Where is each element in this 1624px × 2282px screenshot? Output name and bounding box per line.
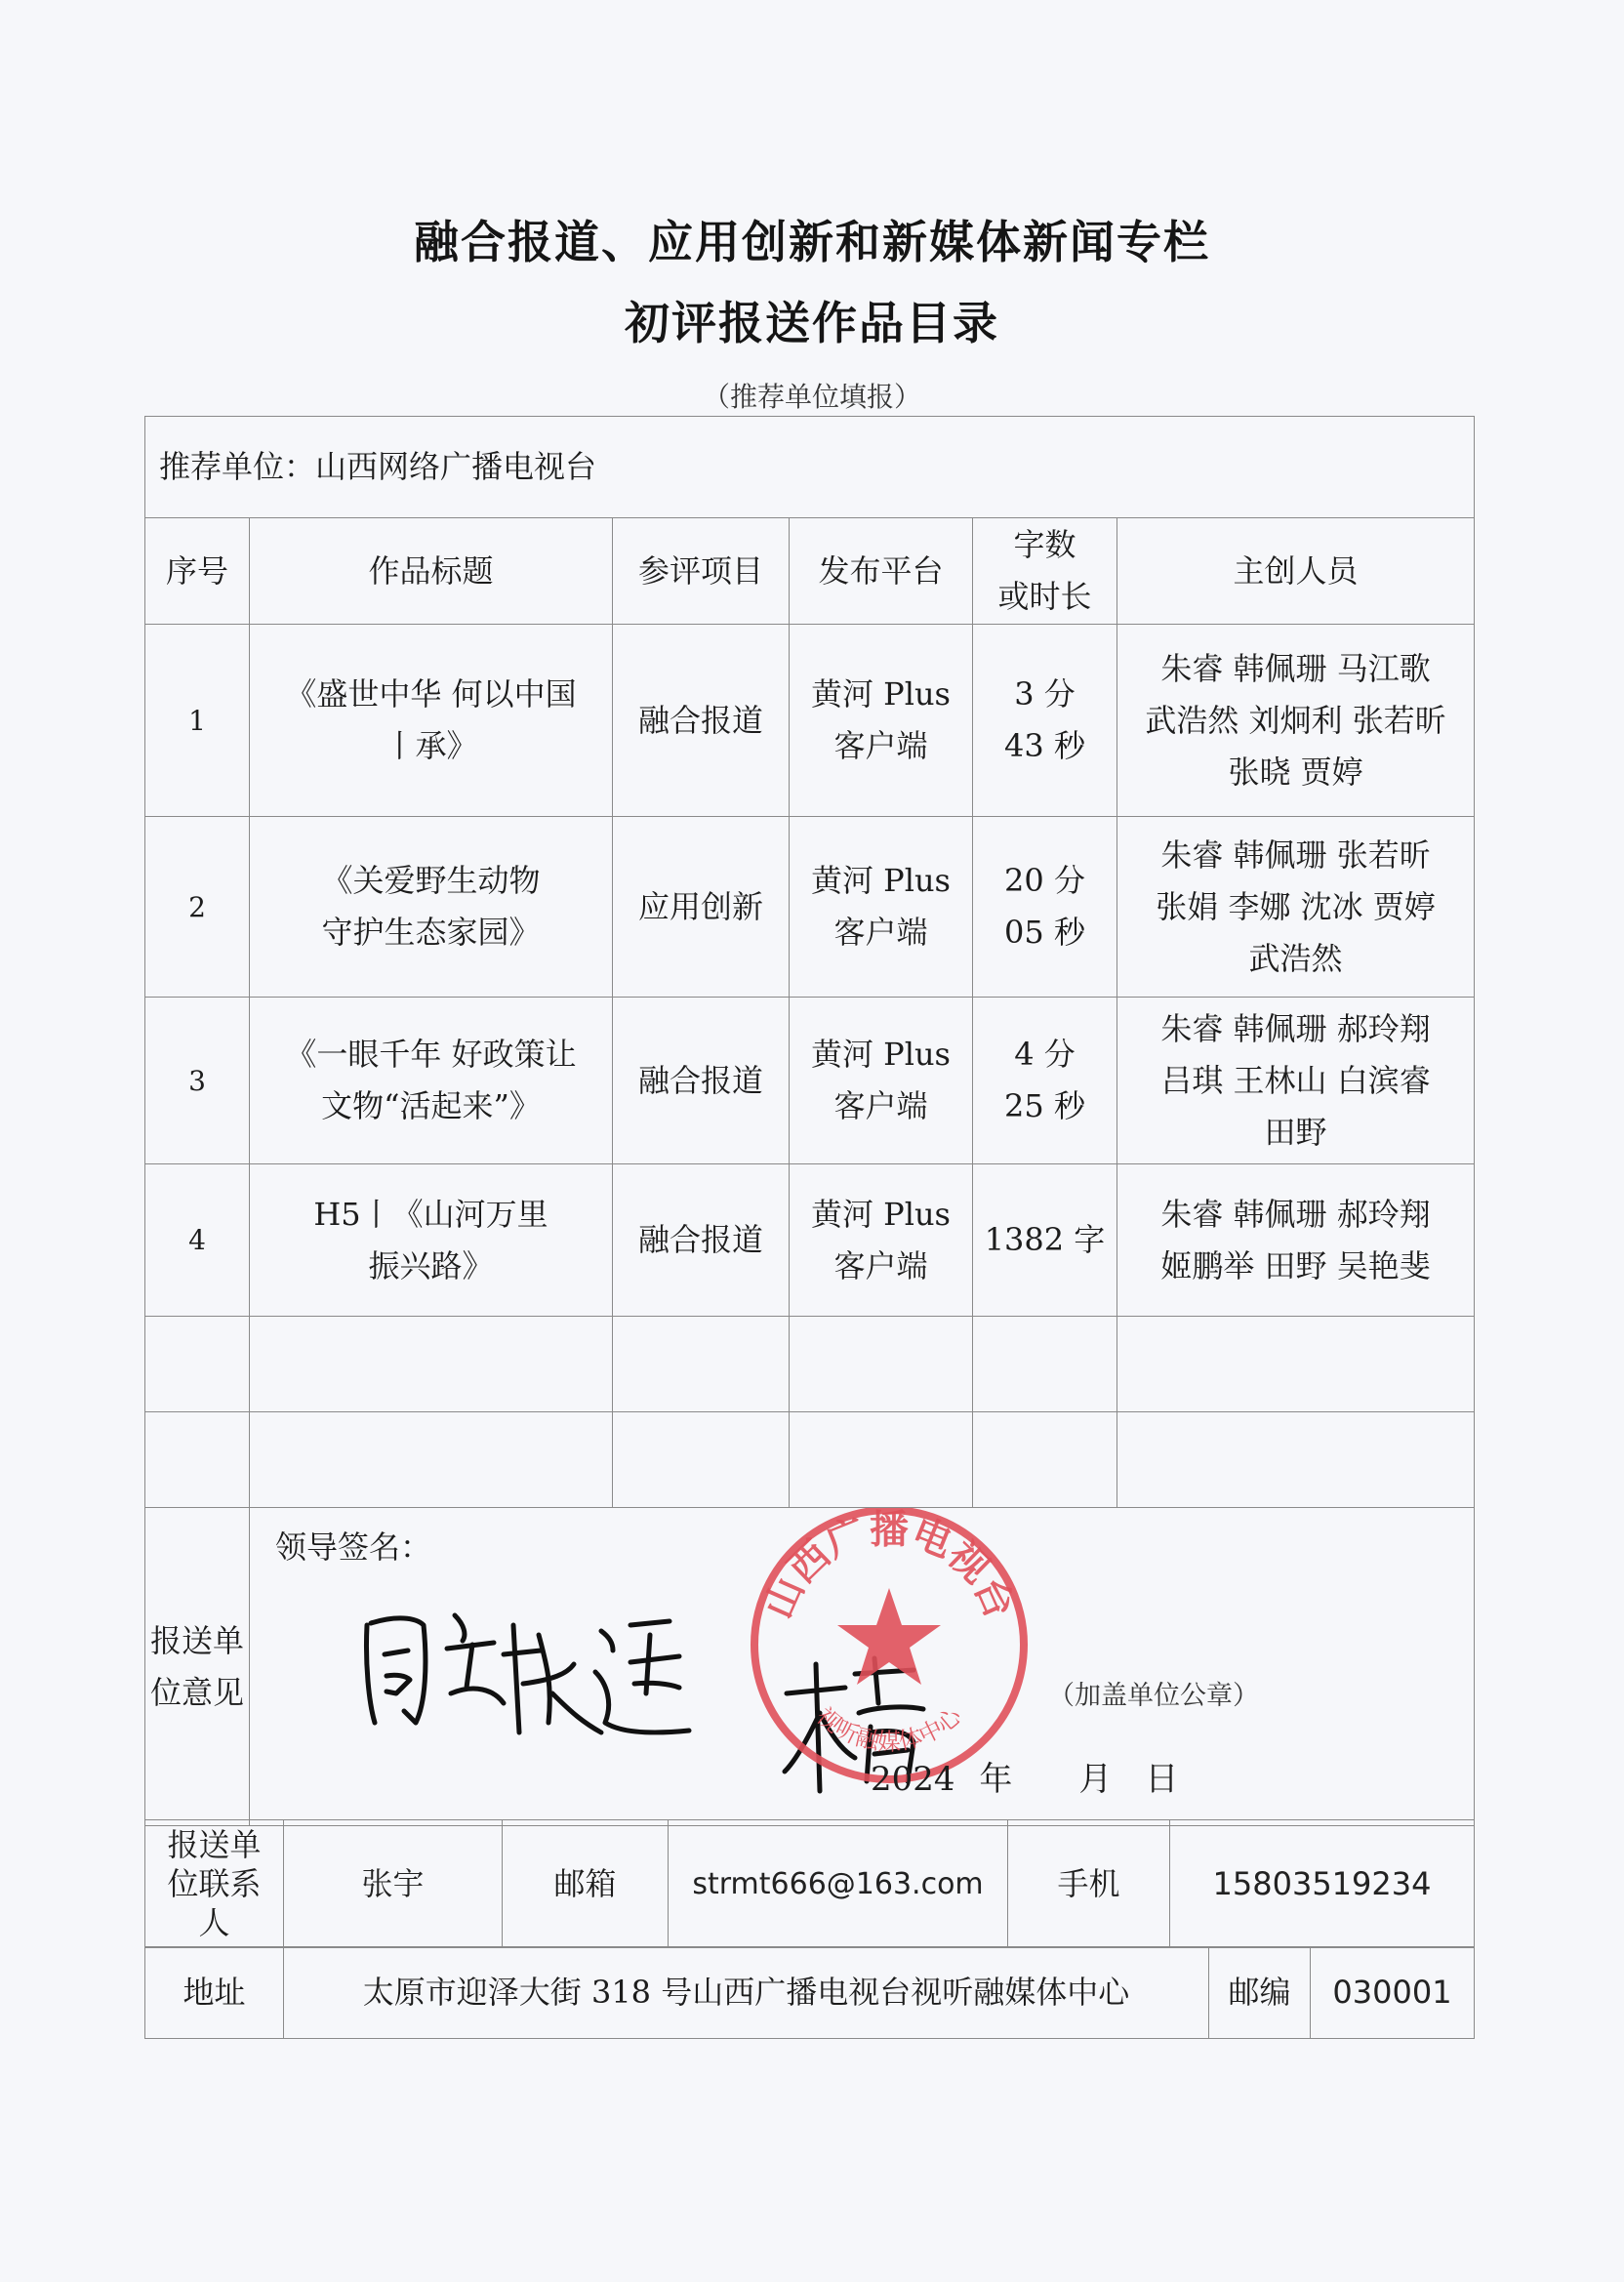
document-subtitle: （推荐单位填报）: [702, 381, 921, 413]
header-platform: 发布平台: [790, 518, 973, 625]
row-title-line: 振兴路》: [368, 1246, 494, 1284]
row-creators: [1117, 625, 1475, 817]
row-length: [973, 998, 1117, 1164]
row-seq: 2: [145, 817, 250, 998]
header-row: [145, 518, 1475, 625]
document-title-line1: 融合报道、应用创新和新媒体新闻专栏: [414, 216, 1210, 268]
header-length-line2: 或时长: [997, 578, 1092, 615]
recommending-unit: 推荐单位：山西网络广播电视台: [145, 417, 1475, 518]
row-title-line: 文物“活起来”》: [321, 1087, 541, 1124]
row-platform-line: 黄河 Plus: [811, 675, 951, 713]
row-length: 1382 字: [973, 1164, 1117, 1317]
seal-note: （加盖单位公章）: [1048, 1681, 1259, 1711]
row-creators-line: 武浩然: [1248, 939, 1343, 977]
row-platform: [790, 1164, 973, 1317]
row-platform: [790, 625, 973, 817]
row-title-line: H5丨《山河万里: [313, 1195, 548, 1233]
row-length-line: 3 分: [1014, 675, 1076, 713]
unit-row: [145, 417, 1475, 518]
row-platform-line: 客户端: [833, 727, 928, 764]
header-title: 作品标题: [250, 518, 613, 625]
svg-text:视听融媒体中心: [811, 1701, 967, 1755]
row-creators-line: 朱睿 韩佩珊 马江歌: [1160, 649, 1431, 687]
contact-table: [144, 1819, 1475, 1948]
email-value: strmt666@163.com: [669, 1820, 1008, 1948]
header-seq: 序号: [145, 518, 250, 625]
row-title-line: 《关爱野生动物: [321, 862, 541, 899]
row-platform-line: 客户端: [833, 1246, 928, 1284]
document-title-line2: 初评报送作品目录: [625, 297, 999, 349]
address-row: [145, 1947, 1475, 2039]
contact-label-line: 位联系: [167, 1865, 262, 1902]
leader-sign-label: 领导签名：: [275, 1528, 432, 1566]
row-creators-line: 朱睿 韩佩珊 张若昕: [1160, 835, 1431, 874]
header-length: [973, 518, 1117, 625]
row-length-line: 4 分: [1014, 1036, 1076, 1073]
row-creators: [1117, 998, 1475, 1164]
opinion-label-line: 位意见: [149, 1673, 244, 1711]
row-creators: [1117, 817, 1475, 998]
row-creators-line: 吕琪 王林山 白滨睿: [1160, 1061, 1431, 1099]
handwritten-opinion: [357, 1586, 728, 1752]
row-category: 融合报道: [613, 1164, 790, 1317]
row-category: 融合报道: [613, 625, 790, 817]
seal-star-icon: [837, 1588, 941, 1685]
table-row: [145, 625, 1475, 817]
row-platform-line: 黄河 Plus: [811, 1036, 951, 1073]
works-table: [144, 416, 1475, 1826]
row-platform-line: 黄河 Plus: [811, 862, 951, 899]
header-length-line1: 字数: [1013, 526, 1076, 563]
row-title-line: 《盛世中华 何以中国: [285, 675, 577, 713]
row-title-line: 守护生态家园》: [321, 914, 541, 951]
seal-bottom-text: 视听融媒体中心: [811, 1701, 967, 1756]
row-seq: 1: [145, 625, 250, 817]
empty-row: [145, 1317, 1475, 1412]
address-table: [144, 1946, 1475, 2039]
row-length-line: 05 秒: [1004, 914, 1085, 951]
opinion-area: [250, 1508, 1475, 1826]
row-platform-line: 客户端: [833, 1087, 928, 1124]
opinion-label-line: 报送单: [149, 1621, 244, 1659]
row-length-line: 20 分: [1004, 862, 1085, 899]
header-category: 参评项目: [613, 518, 790, 625]
row-creators-line: 朱睿 韩佩珊 郝玲翔: [1160, 1009, 1431, 1047]
row-length-line: 43 秒: [1004, 727, 1085, 764]
contact-name: 张宇: [284, 1820, 503, 1948]
row-category: 应用创新: [613, 817, 790, 998]
address-value: 太原市迎泽大街 318 号山西广播电视台视听融媒体中心: [284, 1947, 1209, 2039]
phone-label: 手机: [1008, 1820, 1170, 1948]
empty-row: [145, 1412, 1475, 1508]
row-length-line: 25 秒: [1004, 1087, 1085, 1124]
row-creators-line: 武浩然 刘炯利 张若昕: [1145, 701, 1446, 739]
table-row: [145, 998, 1475, 1164]
row-creators-line: 田野: [1264, 1113, 1327, 1151]
row-category: 融合报道: [613, 998, 790, 1164]
row-platform-line: 客户端: [833, 914, 928, 951]
contact-label-line: 人: [198, 1904, 230, 1941]
opinion-label: [145, 1508, 250, 1826]
table-row: [145, 1164, 1475, 1317]
opinion-row: [145, 1508, 1475, 1826]
row-creators-line: 张娟 李娜 沈冰 贾婷: [1156, 887, 1436, 925]
row-platform: [790, 998, 973, 1164]
contact-label-line: 报送单: [167, 1826, 262, 1863]
official-seal: [743, 1508, 1035, 1792]
address-label: 地址: [145, 1947, 284, 2039]
date-line: 2024 年 月 日: [871, 1760, 1179, 1799]
seal-top-text: 山西广播电视台: [755, 1507, 1023, 1625]
row-creators-line: 朱睿 韩佩珊 郝玲翔: [1160, 1195, 1431, 1233]
contact-label: [145, 1820, 284, 1948]
header-creators: 主创人员: [1117, 518, 1475, 625]
row-title-line: 丨承》: [384, 727, 478, 764]
zip-value: 030001: [1311, 1947, 1475, 2039]
row-seq: 3: [145, 998, 250, 1164]
row-creators-line: 张晓 贾婷: [1228, 753, 1363, 791]
row-creators: [1117, 1164, 1475, 1317]
zip-label: 邮编: [1209, 1947, 1311, 2039]
row-title: [250, 998, 613, 1164]
row-title: [250, 817, 613, 998]
row-platform: [790, 817, 973, 998]
table-row: [145, 817, 1475, 998]
row-title: [250, 625, 613, 817]
contact-row: [145, 1820, 1475, 1948]
row-creators-line: 姬鹏举 田野 吴艳斐: [1160, 1246, 1431, 1284]
row-platform-line: 黄河 Plus: [811, 1195, 951, 1233]
email-label: 邮箱: [503, 1820, 669, 1948]
row-title-line: 《一眼千年 好政策让: [285, 1036, 577, 1073]
row-title: [250, 1164, 613, 1317]
row-length: [973, 625, 1117, 817]
row-seq: 4: [145, 1164, 250, 1317]
phone-value: 15803519234: [1170, 1820, 1475, 1948]
row-length: [973, 817, 1117, 998]
